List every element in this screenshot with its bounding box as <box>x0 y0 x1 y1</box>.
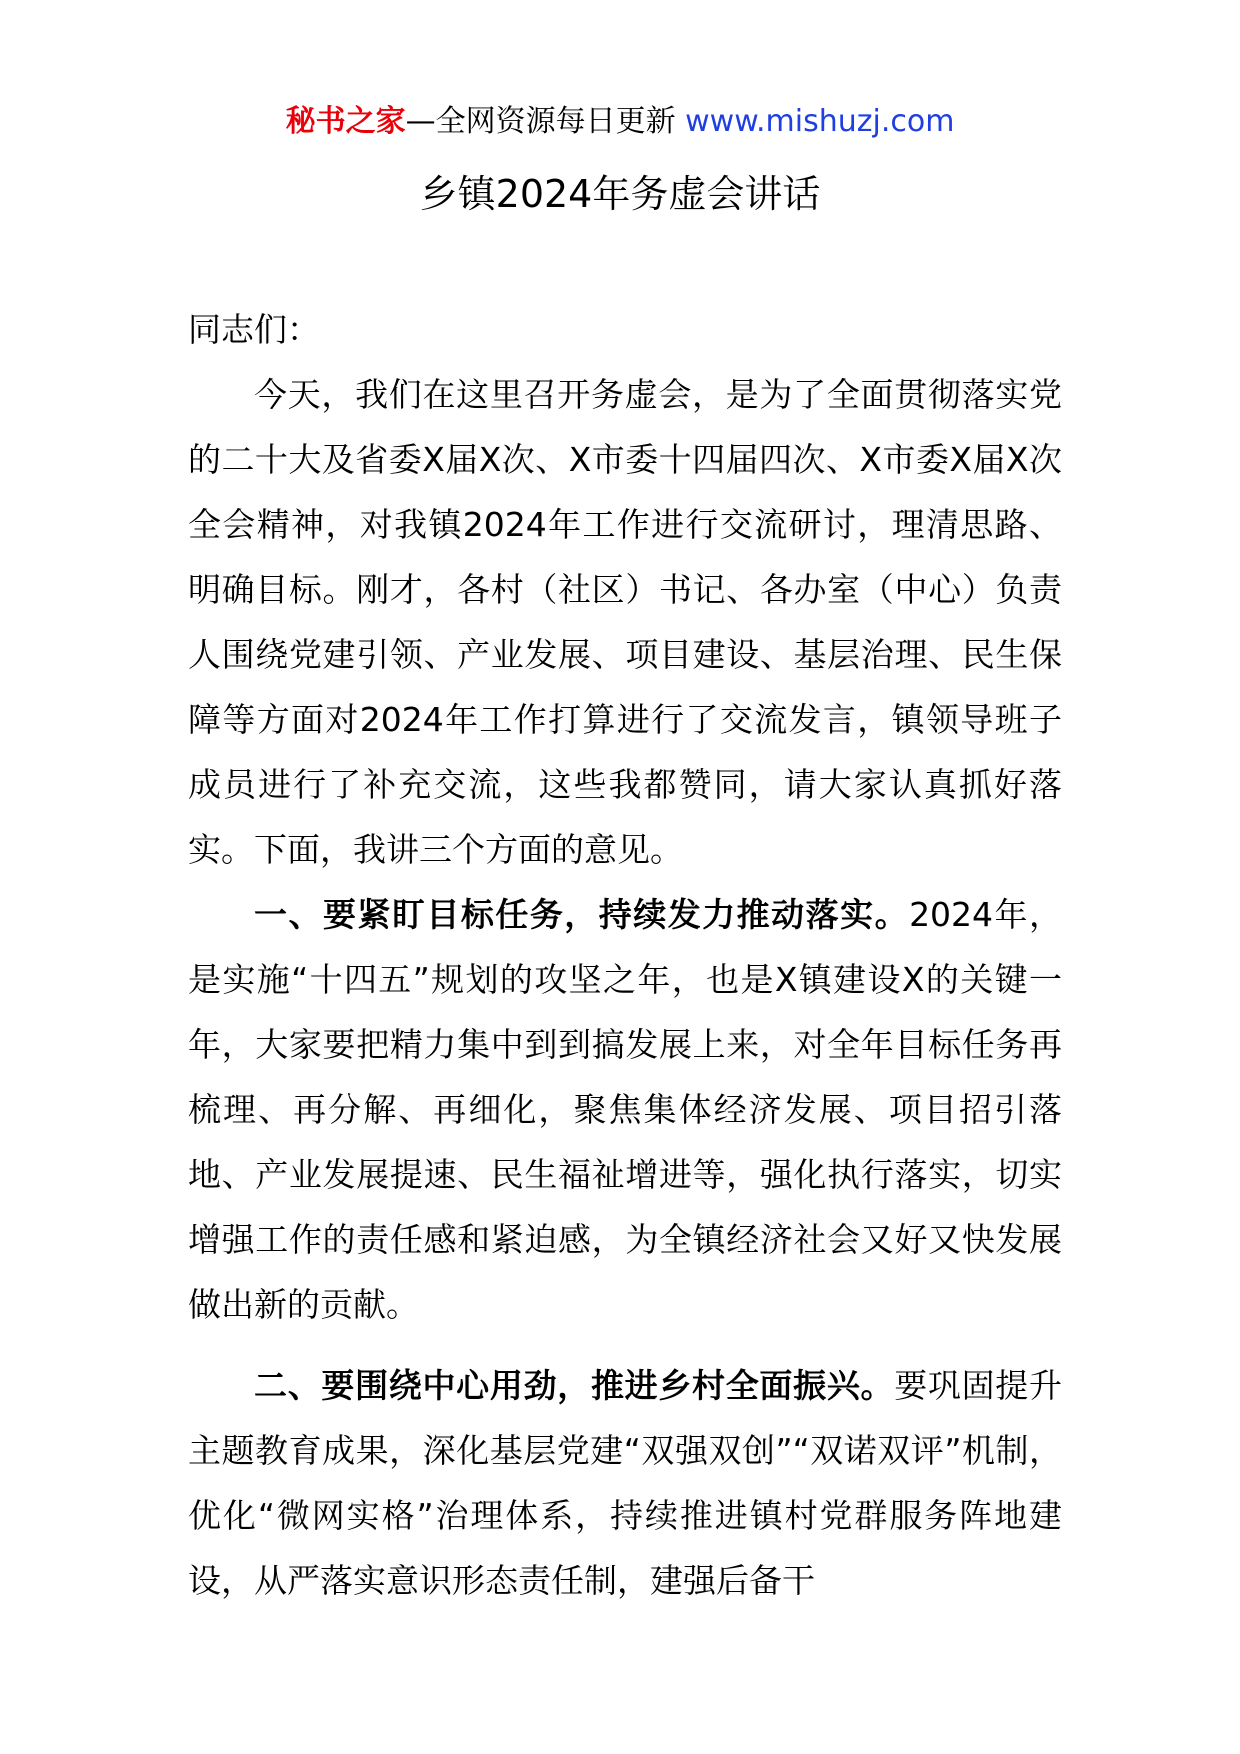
section-1-paragraph <box>188 882 1062 1337</box>
brand-slogan: —全网资源每日更新 <box>405 104 676 139</box>
intro-paragraph: 今天，我们在这里召开务虚会，是为了全面贯彻落实党的二十大及省委X届X次、X市委十四届四次、X市委X届X次全会精神，对我镇2024年工作进行交流研讨，理清思路、明确目标。刚才，各村（社区）书记、各办室（中心）负责人围绕党建引领、产业发展、项目建设、基层治理、民生保障等方面对2024年工作打算进行了交流发言，镇领导班子成员进行了补充交流，这些我都赞同，请大家认真抓好落实。下面，我讲三个方面的意见。 <box>188 375 1062 869</box>
section-1-heading: 一、要紧盯目标任务，持续发力推动落实。 <box>254 895 910 934</box>
document-title: 乡镇2024年务虚会讲话 <box>419 172 821 216</box>
section-2-body: 要巩固提升主题教育成果，深化基层党建“双强双创”“双诺双评”机制，优化“微网实格”治理体系，持续推进镇村党群服务阵地建设，从严落实意识形态责任制，建强后备干 <box>188 1366 1063 1600</box>
section-1-body: 2024年，是实施“十四五”规划的攻坚之年，也是X镇建设X的关键一年，大家要把精力集中到到搞发展上来，对全年目标任务再梳理、再分解、再细化，聚焦集体经济发展、项目招引落地、产业发展提速、民生福祉增进等，强化执行落实，切实增强工作的责任感和紧迫感，为全镇经济社会又好又快发展做出新的贡献。 <box>188 895 1062 1324</box>
document-body <box>188 297 1062 1613</box>
section-2-heading: 二、要围绕中心用劲，推进乡村全面振兴。 <box>254 1366 895 1405</box>
brand-url[interactable]: www.mishuzj.com <box>685 104 955 139</box>
section-2-paragraph <box>188 1353 1062 1613</box>
watermark-header <box>0 100 1240 144</box>
brand-name: 秘书之家 <box>285 104 406 139</box>
salutation: 同志们： <box>188 310 320 349</box>
